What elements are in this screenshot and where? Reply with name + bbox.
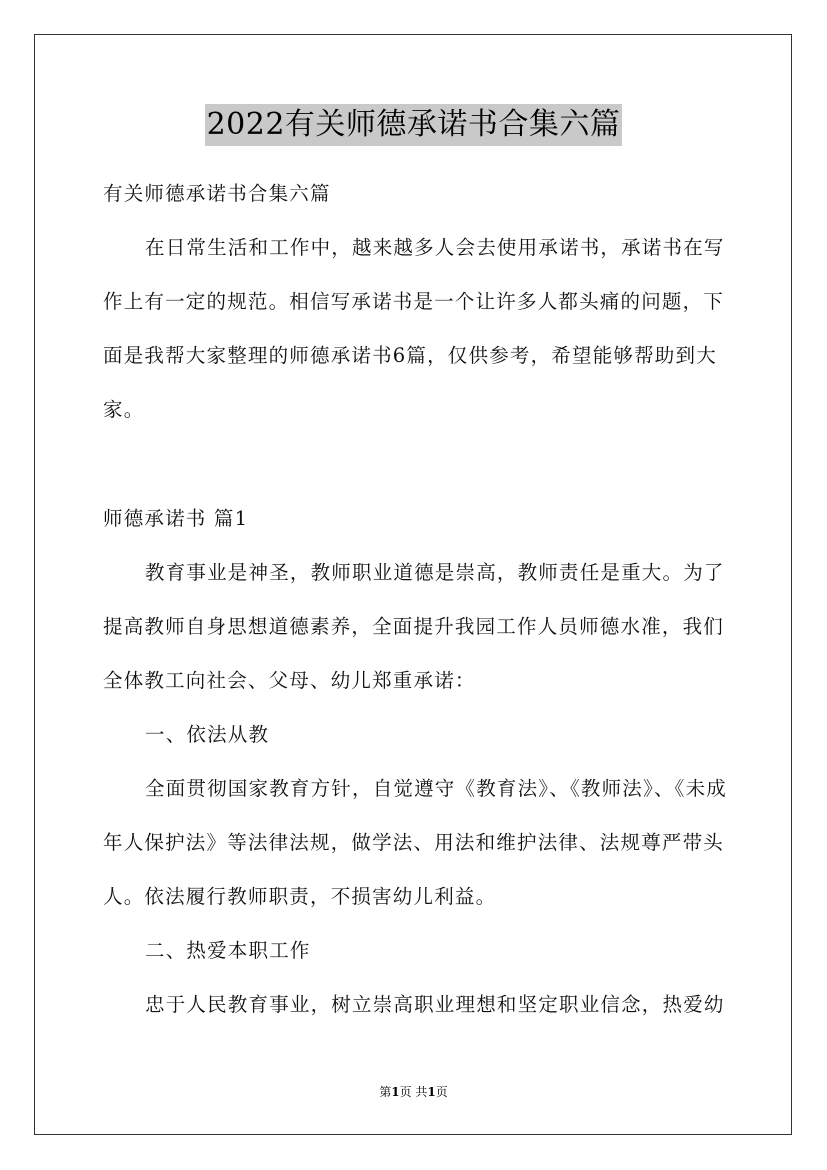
intro-line: 作上有一定的规范。相信写承诺书是一个让许多人都头痛的问题，下 bbox=[103, 290, 725, 313]
footer-suffix: 页 bbox=[435, 1085, 448, 1099]
intro-line: 面是我帮大家整理的师德承诺书6篇，仅供参考，希望能够帮助到大 bbox=[103, 344, 717, 367]
current-page-number: 1 bbox=[391, 1085, 400, 1099]
item-heading: 二、热爱本职工作 bbox=[145, 939, 311, 962]
total-pages-number: 1 bbox=[427, 1085, 436, 1099]
footer-mid: 页 共 bbox=[399, 1085, 428, 1099]
item-paragraph-line: 人。依法履行教师职责，不损害幼儿利益。 bbox=[103, 885, 497, 908]
item-paragraph-line: 年人保护法》等法律法规，做学法、用法和维护法律、法规尊严带头 bbox=[103, 831, 725, 854]
intro-line: 在日常生活和工作中，越来越多人会去使用承诺书，承诺书在写 bbox=[145, 236, 725, 259]
section-paragraph-line: 全体教工向社会、父母、幼儿郑重承诺： bbox=[103, 669, 476, 692]
page-footer bbox=[0, 1084, 827, 1100]
document-title: 2022有关师德承诺书合集六篇 bbox=[205, 104, 623, 146]
intro-line: 家。 bbox=[103, 398, 145, 421]
footer-prefix: 第 bbox=[379, 1085, 392, 1099]
item-paragraph-line: 全面贯彻国家教育方针，自觉遵守《教育法》、《教师法》、《未成 bbox=[145, 777, 728, 800]
item-paragraph-line: 忠于人民教育事业，树立崇高职业理想和坚定职业信念，热爱幼 bbox=[145, 993, 725, 1016]
document-subtitle: 有关师德承诺书合集六篇 bbox=[103, 182, 331, 205]
section-heading: 师德承诺书 篇1 bbox=[103, 507, 249, 530]
title-container bbox=[0, 104, 827, 146]
item-heading: 一、依法从教 bbox=[145, 723, 270, 746]
section-paragraph-line: 教育事业是神圣，教师职业道德是崇高，教师责任是重大。为了 bbox=[145, 561, 725, 584]
section-paragraph-line: 提高教师自身思想道德素养，全面提升我园工作人员师德水准，我们 bbox=[103, 615, 725, 638]
